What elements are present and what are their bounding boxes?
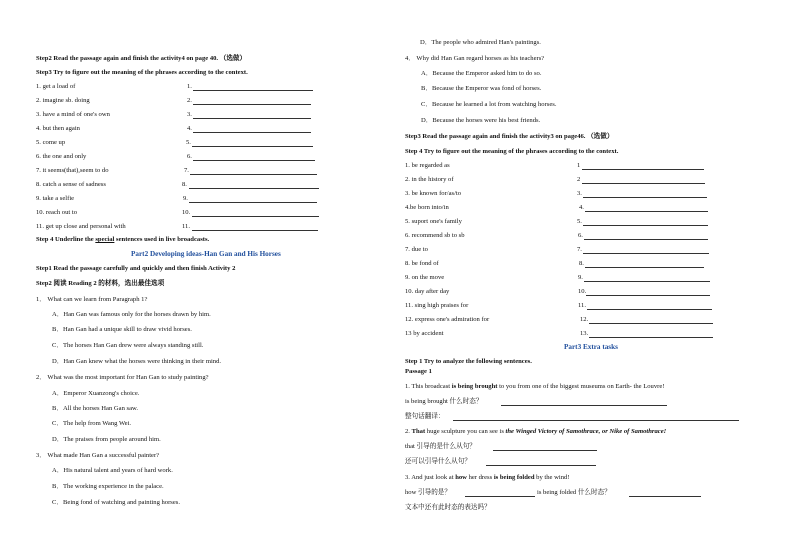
phrase-item: 3. be known for/as/to [405, 190, 462, 197]
phrase-item: 1. be regarded as [405, 162, 450, 169]
phrase-item: 7. it seems(that),seem to do [36, 167, 109, 174]
phrase-item: 5. suport one's family [405, 218, 462, 225]
phrase-number: 1 [577, 162, 581, 169]
answer-blank[interactable] [193, 160, 315, 161]
answer-blank[interactable] [584, 239, 708, 240]
q3-option-c[interactable]: C．Being fond of watching and painting horses. [52, 499, 181, 506]
s2-italic: the Winged Victory of Samothrace, or Nike of Samothrace! [505, 428, 667, 435]
phrase-item: 10. reach out to [36, 209, 78, 216]
phrase-number: 2 [577, 176, 581, 183]
s3-bold-1: how [455, 474, 467, 481]
phrase-number: 8. [182, 181, 187, 188]
part3-title: Part3 Extra tasks [564, 343, 618, 351]
phrase-number: 7. [184, 167, 189, 174]
s3-bold-2: is being folded [493, 474, 535, 481]
answer-blank[interactable] [586, 295, 710, 296]
phrase-number: 10. [578, 288, 587, 295]
phrase-number: 11. [182, 223, 190, 230]
answer-blank[interactable] [193, 90, 313, 91]
s3-question-2: 文本中还有此时态的表达吗？ [405, 504, 491, 511]
q1-option-a[interactable]: A．Han Gan was famous only for the horses drawn by him. [52, 311, 211, 318]
q4-option-d[interactable]: D．Because the horses were his best friends. [421, 117, 541, 124]
answer-blank[interactable] [587, 309, 712, 310]
sentence-1 [405, 383, 664, 391]
phrase-item: 5. come up [36, 139, 66, 146]
answer-blank[interactable] [583, 225, 708, 226]
question-1: 1． What can we learn from Paragraph 1? [36, 296, 148, 303]
part2-step2: Step2 阅读 Reading 2 的材料，选出最佳选项 [36, 280, 165, 287]
q2-option-b[interactable]: B．All the horses Han Gan saw. [52, 405, 139, 412]
phrase-number: 9. [183, 195, 188, 202]
phrase-item: 8. be fond of [405, 260, 439, 267]
phrase-item: 12. express one's admiration for [405, 316, 490, 323]
answer-blank[interactable] [589, 337, 713, 338]
answer-blank[interactable] [453, 420, 739, 421]
right-step4-heading: Step 4 Try to figure out the meaning of the phrases according to the context. [405, 148, 619, 155]
phrase-number: 5. [577, 218, 582, 225]
phrase-item: 11. get up close and personal with [36, 223, 126, 230]
phrase-item: 3. have a mind of one's own [36, 111, 110, 118]
phrase-number: 13. [580, 330, 589, 337]
s1-question-1: is being brought 什么时态？ [405, 398, 483, 405]
step4-prefix: Step 4 Underline the [36, 236, 96, 243]
phrase-item: 8. catch a sense of sadness [36, 181, 106, 188]
s3-question-1b: is being folded 什么时态？ [537, 489, 611, 496]
phrase-number: 11. [578, 302, 586, 309]
s3-question-1a: how 引导的是？ [405, 489, 451, 496]
step4-suffix: sentences used in live broadcasts. [114, 236, 210, 243]
phrase-item: 9. take a selfie [36, 195, 75, 202]
passage-1-label: Passage 1 [405, 368, 432, 375]
answer-blank[interactable] [585, 211, 708, 212]
answer-blank[interactable] [583, 197, 707, 198]
phrase-number: 9. [578, 274, 583, 281]
part3-step1: Step 1 Try to analyze the following sentences. [405, 358, 532, 365]
s2-pre: 2. [405, 428, 412, 435]
phrase-item: 11. sing high praises for [405, 302, 469, 309]
q3-option-a[interactable]: A．His natural talent and years of hard work. [52, 467, 173, 474]
phrase-number: 8. [579, 260, 584, 267]
answer-blank[interactable] [189, 202, 317, 203]
phrase-item: 1. get a load of [36, 83, 76, 90]
answer-blank[interactable] [589, 323, 713, 324]
right-step3-heading: Step3 Read the passage again and finish the activity3 on page46. （选做） [405, 133, 614, 140]
answer-blank[interactable] [486, 465, 596, 466]
phrase-item: 6. recommend sb to sb [405, 232, 465, 239]
phrase-number: 2. [187, 97, 192, 104]
q3-option-d[interactable]: D．The people who admired Han's paintings. [420, 39, 541, 46]
left-step2-heading: Step2 Read the passage again and finish the activity4 on page 40. （选做） [36, 55, 247, 62]
step4-special: special [95, 236, 115, 243]
phrase-number: 1. [187, 83, 192, 90]
phrase-number: 10. [182, 209, 191, 216]
phrase-item: 9. on the move [405, 274, 445, 281]
part2-step1: Step1 Read the passage carefully and quickly and then finish Activity 2 [36, 265, 236, 272]
answer-blank[interactable] [501, 405, 667, 406]
q2-option-d[interactable]: D．The praises from people around him. [52, 436, 161, 443]
phrase-item: 4.be born into/in [405, 204, 449, 211]
answer-blank[interactable] [585, 267, 704, 268]
question-2: 2． What was the most important for Han Gan to study painting? [36, 374, 209, 381]
answer-blank[interactable] [193, 104, 311, 105]
phrase-number: 3. [577, 190, 582, 197]
phrase-number: 4. [579, 204, 584, 211]
phrase-number: 12. [580, 316, 589, 323]
q4-option-b[interactable]: B．Because the Emperor was fond of horses. [421, 85, 542, 92]
q4-option-a[interactable]: A．Because the Emperor asked him to do so. [421, 70, 542, 77]
s1-pre: 1. This broadcast [405, 383, 452, 390]
s1-post: to you from one of the biggest museums on Earth- the Louvre! [497, 383, 665, 390]
answer-blank[interactable] [193, 118, 311, 119]
answer-blank[interactable] [192, 216, 319, 217]
phrase-item: 7. due to [405, 246, 428, 253]
phrase-item: 6. the one and only [36, 153, 87, 160]
q3-option-b[interactable]: B．The working experience in the palace. [52, 483, 164, 490]
answer-blank[interactable] [582, 183, 705, 184]
s1-question-2: 整句话翻译： [405, 413, 445, 420]
s2-bold: That [411, 428, 426, 435]
phrase-item: 4. but then again [36, 125, 80, 132]
phrase-number: 6. [578, 232, 583, 239]
q2-option-a[interactable]: A．Emperor Xuanzong's choice. [52, 390, 140, 397]
s2-question-2: 还可以引导什么从句？ [405, 458, 471, 465]
answer-blank[interactable] [192, 146, 313, 147]
sentence-2 [405, 428, 666, 436]
phrase-number: 5. [186, 139, 191, 146]
q1-option-b[interactable]: B．Han Gan had a unique skill to draw vivid horses. [52, 326, 192, 333]
answer-blank[interactable] [493, 450, 597, 451]
phrase-item: 2. imagine sb. doing [36, 97, 90, 104]
q2-option-c[interactable]: C．The help from Wang Wei. [52, 420, 132, 427]
answer-blank[interactable] [582, 169, 704, 170]
left-step3-heading: Step3 Try to figure out the meaning of the phrases according to the context. [36, 69, 248, 76]
phrase-number: 7. [577, 246, 582, 253]
phrase-number: 4. [187, 125, 192, 132]
q1-option-d[interactable]: D．Han Gan knew what the horses were thinking in their mind. [52, 358, 222, 365]
part2-title: Part2 Developing ideas-Han Gan and His Horses [131, 250, 281, 258]
phrase-number: 3. [187, 111, 192, 118]
question-3: 3． What made Han Gan a successful painter? [36, 452, 160, 459]
s1-bold: is being brought [451, 383, 498, 390]
answer-blank[interactable] [193, 132, 311, 133]
answer-blank[interactable] [190, 174, 317, 175]
answer-blank[interactable] [584, 281, 710, 282]
phrase-number: 6. [187, 153, 192, 160]
phrase-item: 13 by accident [405, 330, 444, 337]
s3-pre: 3. And just look at [405, 474, 456, 481]
phrase-item: 10. day after day [405, 288, 450, 295]
s3-mid: her dress [466, 474, 494, 481]
question-4: 4． Why did Han Gan regard horses as his teachers? [405, 55, 545, 62]
answer-blank[interactable] [583, 253, 709, 254]
answer-blank[interactable] [192, 230, 318, 231]
s3-post: by the wind! [534, 474, 570, 481]
s2-question-1: that 引导的是什么从句？ [405, 443, 476, 450]
answer-blank[interactable] [629, 496, 701, 497]
q4-option-c[interactable]: C．Because he learned a lot from watching horses. [421, 101, 557, 108]
left-step4-heading [36, 236, 209, 244]
sentence-3 [405, 474, 570, 482]
q1-option-c[interactable]: C．The horses Han Gan drew were always standing still. [52, 342, 204, 349]
answer-blank[interactable] [189, 188, 319, 189]
answer-blank[interactable] [465, 496, 535, 497]
phrase-item: 2. in the history of [405, 176, 454, 183]
s2-mid: huge sculpture you can see is [425, 428, 506, 435]
